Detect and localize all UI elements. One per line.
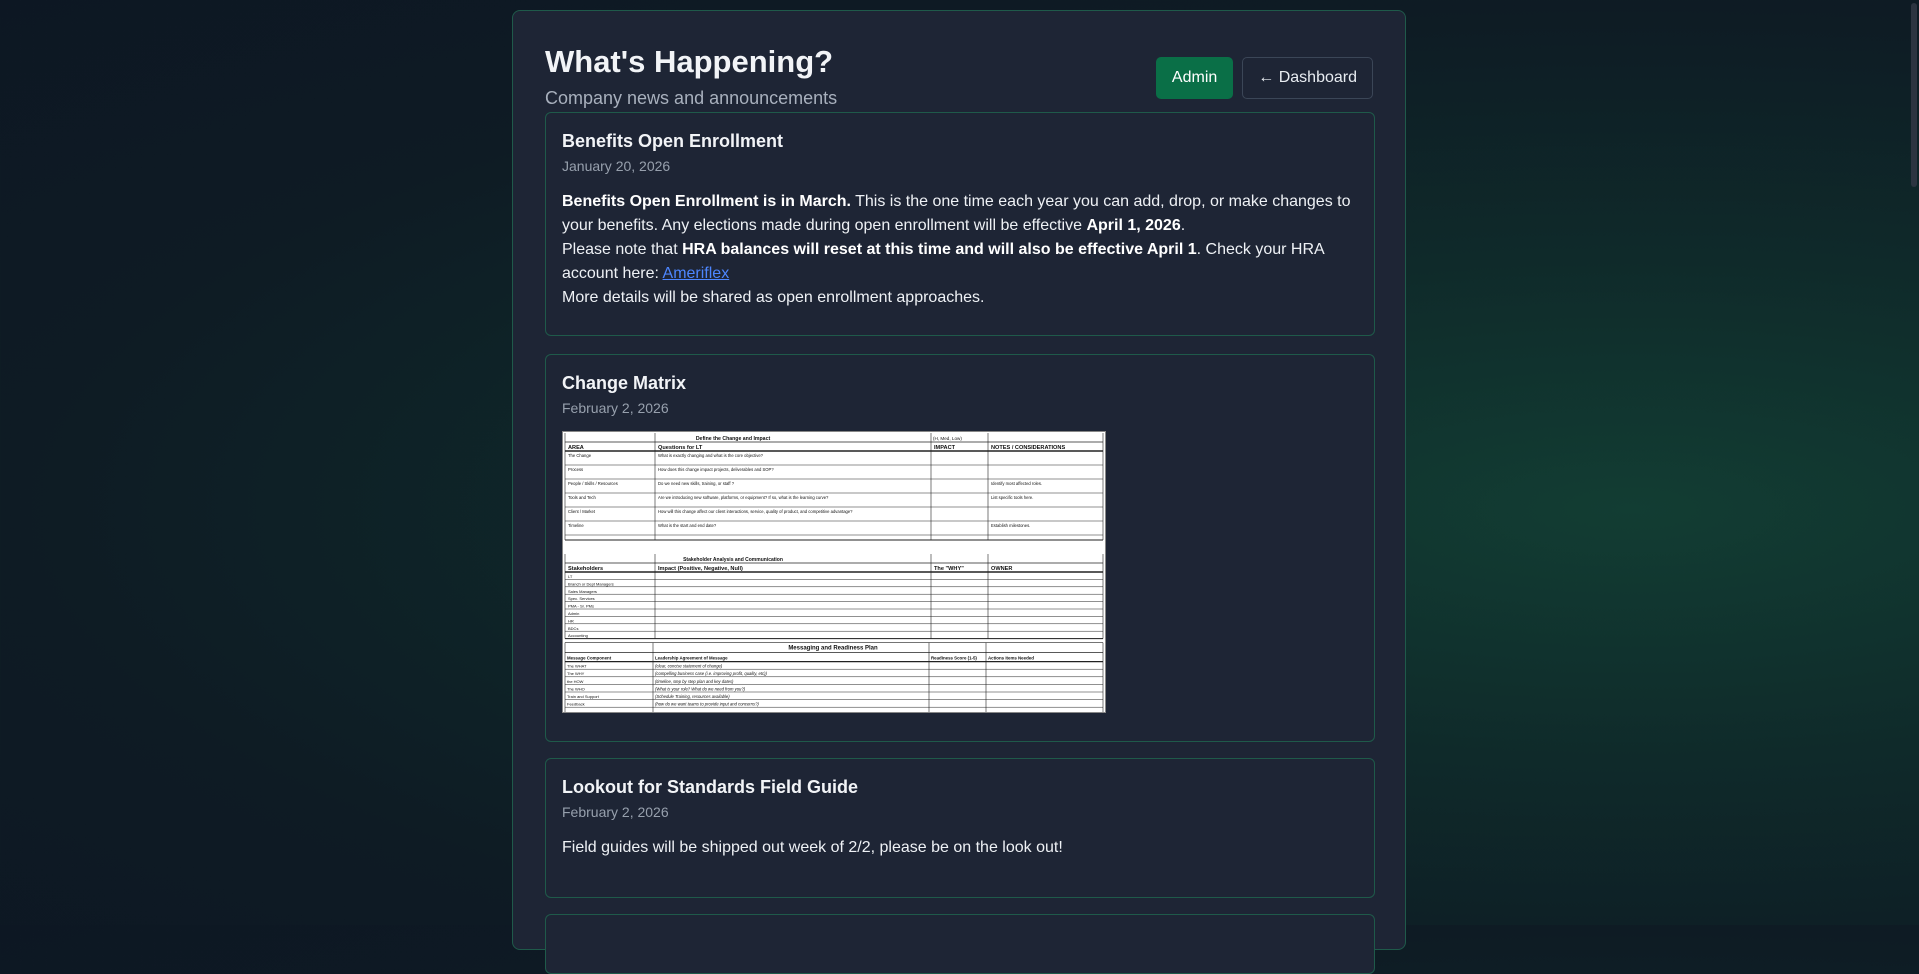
cell-text: Do we need new skills, training, or staff ? — [658, 481, 735, 486]
cell-text: Messaging and Readiness Plan — [788, 645, 878, 652]
cell-text: BDCs — [568, 625, 579, 631]
post-body: Field guides will be shipped out week of 2/2, please be on the look out! — [562, 839, 1063, 856]
page-title: What's Happening? — [545, 44, 834, 79]
post-date: February 2, 2026 — [562, 400, 669, 416]
post-text: This is the one time each year you can add, drop, or make changes to your benefits. Any elections made during open enrollment will be effective — [562, 193, 1351, 234]
cell-text: The WHO — [567, 686, 585, 692]
news-panel — [512, 10, 1406, 950]
post-title: Lookout for Standards Field Guide — [562, 777, 859, 797]
cell-text: the HOW — [567, 678, 584, 684]
post-body — [562, 190, 1358, 310]
cell-text: How does this change impact projects, deliverables and SOP? — [658, 467, 774, 472]
post-text: . — [1180, 217, 1186, 234]
cell-text: Tools and Tech — [568, 495, 596, 500]
cell-text: Stakeholders — [568, 566, 604, 572]
post-date: January 20, 2026 — [562, 158, 671, 174]
cell-text: Leadership Agreement of Message — [655, 655, 728, 661]
post-paragraph — [562, 238, 1358, 286]
cell-text: OWNER — [991, 566, 1013, 572]
cell-text: (how do we want teams to provide input and concerns?) — [655, 701, 759, 707]
cell-text: (clear, concise statement of change) — [655, 663, 723, 669]
cell-text: Process — [568, 467, 584, 472]
admin-button[interactable]: Admin — [1156, 57, 1233, 99]
cell-text: Establish milestones. — [991, 523, 1031, 528]
cell-text: The WHAT — [567, 663, 587, 669]
cell-text: The WHY — [567, 671, 585, 677]
ameriflex-link[interactable]: Ameriflex — [662, 265, 730, 282]
cell-text: People / Skills / Resources — [568, 481, 618, 486]
cell-text: Message Component — [567, 655, 612, 661]
cell-text: AREA — [568, 445, 584, 451]
post-text: . Check your HRA account here: — [562, 241, 1324, 282]
cell-text: Questions for LT — [658, 445, 703, 451]
cell-text: Branch or Dept Managers — [568, 581, 614, 587]
cell-text: LT — [568, 574, 573, 579]
cell-text: Impact (Positive, Negative, Null) — [658, 566, 743, 572]
cell-text: Readiness Score (1-5) — [931, 655, 977, 661]
cell-text: Define the Change and Impact — [695, 436, 771, 442]
post-card — [545, 354, 1375, 742]
cell-text: PMA - Sr. PMs — [568, 603, 595, 609]
cell-text: What is exactly changing and what is the core objective? — [658, 453, 763, 458]
cell-text: Admin — [568, 611, 580, 616]
cell-text: Stakeholder Analysis and Communication — [683, 557, 783, 563]
cell-text: Spec. Services — [568, 596, 595, 602]
cell-text: Accounting — [568, 633, 588, 639]
dashboard-button[interactable]: ← Dashboard — [1242, 57, 1373, 99]
post-title: Benefits Open Enrollment — [562, 131, 784, 151]
post-text: Please note that — [562, 241, 683, 258]
post-paragraph: More details will be shared as open enrollment approaches. — [562, 289, 985, 306]
cell-text: (Schedule Training, resources available) — [655, 694, 730, 699]
cell-text: (H, Med, Low) — [933, 436, 962, 441]
scrollbar-thumb[interactable] — [1911, 3, 1917, 187]
post-card — [545, 914, 1375, 974]
cell-text: The "WHY" — [934, 566, 964, 572]
change-matrix-document — [563, 432, 1105, 712]
cell-text: Identify most affected roles. — [991, 481, 1043, 486]
change-matrix-image[interactable] — [562, 431, 1106, 713]
cell-text: The Change — [568, 453, 592, 458]
cell-text: (compelling business case (i.e. improving profit, quality, etc)) — [655, 671, 767, 677]
header-actions — [1156, 57, 1373, 99]
cell-text: Actions Items Needed — [988, 655, 1034, 661]
cell-text: What is the start and end date? — [658, 523, 717, 528]
cell-text: Are we introducing new software, platforms, or equipment? If so, what is the learning curve? — [658, 495, 829, 500]
cell-text: Sales Managers — [568, 588, 597, 594]
cell-text: Feedback — [567, 701, 585, 707]
cell-text: HR — [568, 618, 574, 624]
cell-text: NOTES / CONSIDERATIONS — [991, 445, 1066, 451]
post-card — [545, 112, 1375, 336]
cell-text: Timeline — [568, 523, 584, 528]
post-bold-text: HRA balances will reset at this time and will also be effective April 1 — [682, 241, 1197, 258]
post-date: February 2, 2026 — [562, 804, 669, 820]
page-subtitle: Company news and announcements — [545, 88, 838, 109]
post-paragraph — [562, 190, 1358, 238]
cell-text: IMPACT — [934, 445, 956, 451]
cell-text: Train and Support — [567, 694, 599, 699]
page-header — [545, 43, 1373, 119]
cell-text: Client / Market — [568, 509, 595, 514]
post-title: Change Matrix — [562, 373, 687, 393]
cell-text: List specific tools here. — [991, 495, 1034, 500]
post-bold-text: April 1, 2026 — [1086, 217, 1181, 234]
cell-text: How will this change affect our client interactions, service, quality of product, and competitive advantage? — [658, 509, 853, 514]
page-scrollbar[interactable] — [1907, 0, 1919, 925]
cell-text: (What is your role? What do we need from you?) — [655, 686, 746, 692]
post-card — [545, 758, 1375, 898]
cell-text: (timeline, step by step plan and key dates) — [655, 678, 734, 684]
post-bold-text: Benefits Open Enrollment is in March. — [562, 193, 851, 210]
